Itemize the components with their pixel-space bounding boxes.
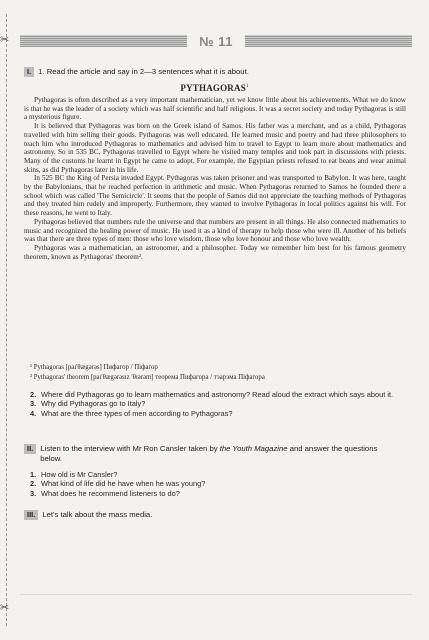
task-2-questions	[30, 470, 400, 498]
task-2	[24, 444, 400, 464]
question-number: 4.	[30, 408, 37, 418]
task-badge: I.	[24, 67, 34, 77]
question-item	[30, 470, 400, 479]
task-text: Let's talk about the mass media.	[42, 510, 153, 519]
page-number: № 11	[199, 33, 233, 49]
question-number: 1.	[30, 470, 37, 479]
task-3	[24, 510, 402, 520]
question-item	[30, 399, 400, 408]
question-text: Why did Pythagoras go to Italy?	[41, 399, 146, 409]
task-badge: III.	[24, 510, 38, 520]
question-text: Where did Pythagoras go to learn mathematics and astronomy? Read aloud the extract which says about it.	[41, 390, 394, 399]
footnote-2: ² Pythagoras' theorem [paɪ'θægərəsɪz 'θɪərəm] теорема Пифагора / тэарэма Піфагора	[30, 374, 265, 381]
paragraph: Pythagoras is often described as a very important mathematician, yet we know little about his achievements. What we do know is that he was the leader of a society which was half scientific and half religious. It was a secret society and today Pythagoras is still a mysterious figure.	[24, 96, 406, 122]
question-number: 3.	[30, 488, 37, 498]
paragraph: Pythagoras believed that numbers rule the universe and that numbers are present in all things. He also connected mathematics to music and recognized the healing power of music. He used it as a kind of therapy to help those who were ill. Another of his beliefs was that there are three types of men: those who love wisdom, those who love honour and those who love wealth.	[24, 217, 406, 244]
article-title	[0, 83, 429, 93]
header-bar-right	[245, 35, 412, 47]
paragraph: Pythagoras was a mathematician, an astronomer, and a philosopher. Today we remember him best for his famous geometry theorem, known as Pythagoras' theorem².	[24, 243, 406, 261]
task-text: Listen to the interview with Mr Ron Cansler taken by the Youth Magazine and answer the questions below.	[40, 444, 378, 463]
question-text: What are the three types of men according to Pythagoras?	[41, 408, 233, 418]
article-title-text: PYTHAGORAS	[180, 83, 246, 93]
task-text: 1. Read the article and say in 2—3 sentences what it is about.	[38, 67, 249, 76]
task-badge: II.	[24, 444, 36, 454]
question-number: 2.	[30, 479, 37, 489]
task-1	[24, 67, 398, 77]
question-text: What kind of life did he have when he was young?	[41, 479, 206, 489]
header-bar-left	[20, 35, 187, 47]
question-number: 2.	[30, 390, 37, 399]
cut-line	[6, 14, 7, 626]
footnote-1: ¹ Pythagoras [paɪ'θægərəs] Пифагор / Піфагор	[30, 364, 158, 371]
question-item	[30, 479, 400, 488]
question-item	[30, 489, 400, 498]
task-1-questions	[30, 390, 400, 418]
question-item	[30, 409, 400, 418]
bottom-rule	[20, 594, 412, 595]
question-item	[30, 390, 400, 399]
question-text: What does he recommend listeners to do?	[41, 488, 180, 498]
paragraph: It is believed that Pythagoras was born on the Greek island of Samos. His father was a merchant, and as a child, Pythagoras travelled with him selling their goods. Pythagoras was well educated. He learned music and poetry and had three philosophers to teach him who introduced Pythagoras to mathematics and advised him to travel to Egypt to learn more about mathematics and astronomy. So in 535 BC, Pythagoras travelled to Egypt where he visited many temples and took part in discussions with priests. Many of the customs he learnt in Egypt he came to adopt. For example, the Egyptian priests refused to eat beans and wear animal skins, as did Pythagoras later in his life.	[24, 122, 406, 174]
scissors-icon: ✂	[0, 33, 10, 46]
paragraph: In 525 BC the King of Persia invaded Egypt. Pythagoras was taken prisoner and was transported to Babylon. It was here, taught by the Babylonians, that he reached perfection in arithmetic and music. When Pythagoras returned to Samos he founded there a school which was called 'The Semicircle'. It seems that the people of Samos did not appreciate the teaching methods of Pythagoras and they treated him rudely and improperly. Furthermore, they wanted to involve Pythagoras in local politics against his will. For these reasons, he went to Italy.	[24, 174, 406, 218]
scissors-icon: ✂	[0, 601, 10, 614]
article-body	[24, 96, 406, 261]
question-number: 3.	[30, 399, 37, 409]
question-text: How old is Mr Cansler?	[41, 470, 118, 479]
title-footnote-mark: 1	[245, 84, 249, 89]
page-header	[20, 34, 412, 48]
